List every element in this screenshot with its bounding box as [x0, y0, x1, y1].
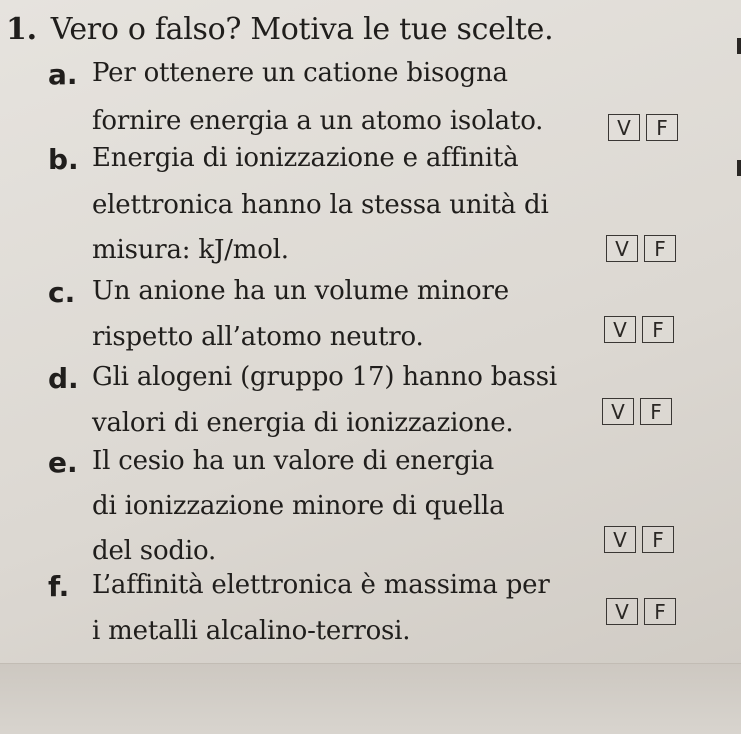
item-text-line: del sodio. [92, 536, 217, 566]
true-checkbox[interactable]: V [604, 316, 636, 343]
exercise-number: 1. [6, 12, 37, 47]
margin-mark [737, 38, 741, 54]
margin-mark [737, 160, 741, 176]
item-letter: e. [48, 446, 78, 479]
true-false-options [602, 398, 672, 425]
item-text-line: i metalli alcalino-terrosi. [92, 616, 411, 646]
item-text-line: valori di energia di ionizzazione. [92, 408, 514, 438]
page-bottom-edge [0, 663, 741, 734]
item-text-line: rispetto all’atomo neutro. [92, 322, 424, 352]
item-letter: b. [48, 143, 79, 176]
item-letter: c. [48, 276, 76, 309]
item-letter: a. [48, 58, 78, 91]
item-text-line: Il cesio ha un valore di energia [92, 446, 495, 476]
item-text-line: Un anione ha un volume minore [92, 276, 509, 306]
item-letter: f. [48, 570, 70, 603]
item-text-line: di ionizzazione minore di quella [92, 491, 505, 521]
item-text-line: misura: kJ/mol. [92, 235, 289, 265]
false-checkbox[interactable]: F [644, 235, 676, 262]
item-text-line: Gli alogeni (gruppo 17) hanno bassi [92, 362, 557, 392]
false-checkbox[interactable]: F [642, 526, 674, 553]
item-text-line: L’affinità elettronica è massima per [92, 570, 550, 600]
item-text-line: elettronica hanno la stessa unità di [92, 190, 549, 220]
true-checkbox[interactable]: V [606, 235, 638, 262]
exercise-title [6, 12, 553, 47]
item-letter: d. [48, 362, 79, 395]
true-checkbox[interactable]: V [604, 526, 636, 553]
item-text-line: Energia di ionizzazione e affinità [92, 143, 519, 173]
true-false-options [606, 598, 676, 625]
false-checkbox[interactable]: F [642, 316, 674, 343]
true-checkbox[interactable]: V [602, 398, 634, 425]
true-false-options [604, 316, 674, 343]
true-false-options [606, 235, 676, 262]
true-checkbox[interactable]: V [608, 114, 640, 141]
exercise-instruction: Vero o falso? Motiva le tue scelte. [50, 12, 554, 47]
false-checkbox[interactable]: F [646, 114, 678, 141]
false-checkbox[interactable]: F [640, 398, 672, 425]
true-checkbox[interactable]: V [606, 598, 638, 625]
item-text-line: fornire energia a un atomo isolato. [92, 106, 544, 136]
true-false-options [604, 526, 674, 553]
true-false-options [608, 114, 678, 141]
false-checkbox[interactable]: F [644, 598, 676, 625]
item-text-line: Per ottenere un catione bisogna [92, 58, 508, 88]
